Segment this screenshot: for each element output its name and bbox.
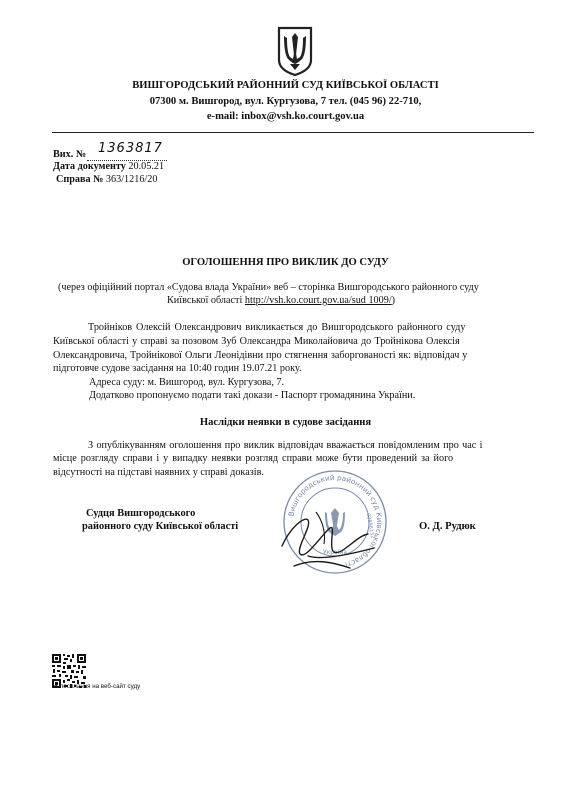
consequences-line3: відсутності на підставі наявних у справі доказів.	[53, 467, 264, 478]
consequences-line1: З опублікуванням оголошення про виклик відповідач вважається повідомленим про час і	[88, 440, 483, 451]
document-title: ОГОЛОШЕННЯ ПРО ВИКЛИК ДО СУДУ	[182, 257, 389, 268]
judge-signature	[270, 498, 390, 578]
body-line4: підготовче судове засідання на 10:40 годин 19.07.21 року.	[53, 363, 302, 374]
stamp-country: Україна	[322, 549, 348, 556]
header-divider	[52, 132, 534, 133]
stamp-text: Вишгородський районний суд Київської області	[286, 472, 385, 570]
consequences-line2: місце розгляду справи і у випадку неявки розгляд справи може бути проведений за його	[53, 453, 454, 464]
body-line1: Тройніков Олексій Олександрович викликається до Вишгородського районного суду	[88, 322, 466, 333]
qr-caption	[53, 683, 140, 690]
subtitle-line1: (через офіційний портал «Судова влада України» веб – сторінка Вишгородського районного суду	[58, 282, 479, 293]
case-number	[56, 174, 157, 185]
judge-title-line2: районного суду Київської області	[82, 521, 239, 532]
evidence-line: Додатково пропонуємо подати такі докази - Паспорт громадянина України.	[89, 390, 416, 401]
body-line3: Олександровича, Тройнікової Ольги Леонідівни про стягнення заборгованості як: відповідач у	[53, 350, 468, 361]
court-email[interactable]: inbox@vsh.ko.court.gov.ua	[241, 111, 365, 122]
judge-title-line1: Судця Вишгородського	[86, 508, 196, 519]
arrow-right-icon: ➡	[53, 683, 59, 690]
outgoing-label: Вих. №	[53, 149, 87, 160]
document-date	[53, 161, 164, 172]
court-name: ВИШГОРОДСЬКИЙ РАЙОННИЙ СУД КИЇВСЬКОЇ ОБЛАСТІ	[132, 80, 439, 91]
case-label: Справа №	[56, 174, 104, 185]
subtitle-line2	[167, 295, 395, 306]
subtitle-text: Київської області	[167, 295, 245, 306]
outgoing-number: 1363817	[98, 141, 163, 156]
date-value: 20.05.21	[128, 161, 165, 172]
body-line2: Київської області у справі за позовом Зуб Олександра Миколайовича до Тройнікова Олексія	[53, 336, 460, 347]
coat-of-arms-icon	[276, 26, 314, 76]
consequences-heading: Наслідки неявки в судове засідання	[199, 417, 372, 428]
subtitle-end: )	[391, 295, 396, 306]
court-website-link[interactable]: http://vsh.ko.court.gov.ua/sud 1009/	[244, 295, 392, 306]
qr-caption-text: посилання на веб-сайт суду	[59, 683, 141, 690]
date-label: Дата документу	[53, 161, 126, 172]
court-address: 07300 м. Вишгород, вул. Кургузова, 7 тел. (045 96) 22-710,	[149, 96, 422, 107]
email-prefix: e-mail:	[206, 111, 242, 122]
stamp-code: 02896132	[364, 512, 376, 539]
judge-name: О. Д. Рудюк	[419, 521, 476, 532]
case-value: 363/1216/20	[105, 174, 158, 185]
court-address-line: Адреса суду: м. Вишгород, вул. Кургузова, 7.	[89, 377, 285, 388]
court-email-line	[0, 111, 571, 122]
